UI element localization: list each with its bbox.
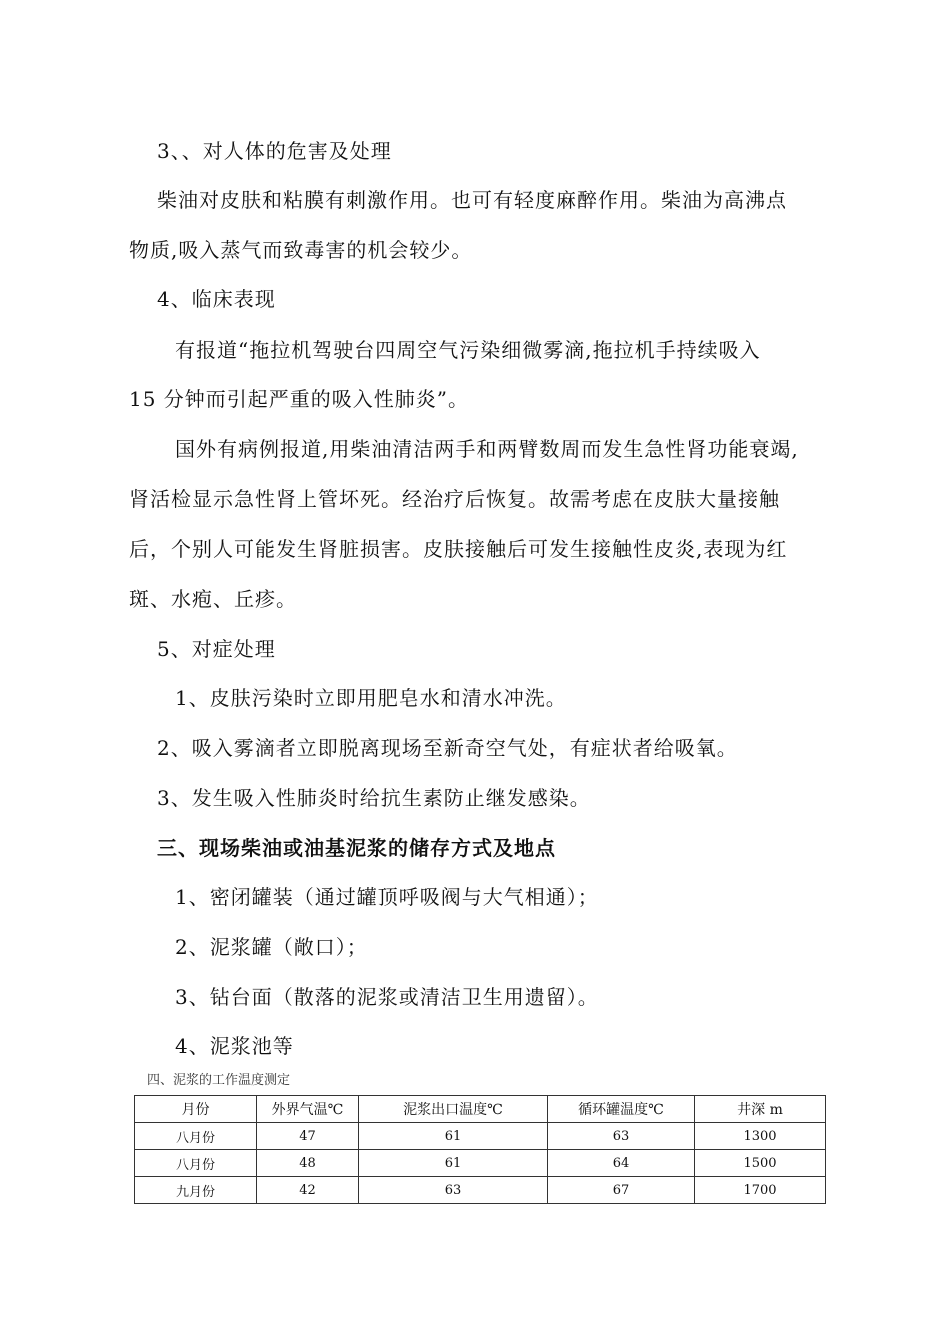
- paragraph-line: 后，个别人可能发生肾脏损害。皮肤接触后可发生接触性皮炎,表现为红: [129, 537, 788, 561]
- table-cell: 1500: [695, 1150, 826, 1177]
- column-header: 外界气温℃: [257, 1096, 359, 1123]
- paragraph-line: 有报道“拖拉机驾驶台四周空气污染细微雾滴,拖拉机手持续吸入: [175, 338, 761, 362]
- paragraph-line: 物质,吸入蒸气而致毒害的机会较少。: [129, 238, 473, 262]
- table-cell: 48: [257, 1150, 359, 1177]
- paragraph-line: 柴油对皮肤和粘膜有刺激作用。也可有轻度麻醉作用。柴油为高沸点: [157, 188, 787, 212]
- list-item: 4、泥浆池等: [175, 1034, 294, 1058]
- table-cell: 61: [359, 1123, 548, 1150]
- paragraph-line: 肾活检显示急性肾上管坏死。经治疗后恢复。故需考虑在皮肤大量接触: [129, 487, 780, 511]
- temperature-table: [134, 1095, 826, 1204]
- table-cell: 八月份: [135, 1123, 257, 1150]
- table-cell: 1700: [695, 1177, 826, 1204]
- list-item: 3、发生吸入性肺炎时给抗生素防止继发感染。: [157, 786, 591, 810]
- paragraph-line: 国外有病例报道,用柴油清洁两手和两臂数周而发生急性肾功能衰竭,: [175, 437, 799, 461]
- list-item: 3、钻台面（散落的泥浆或清洁卫生用遗留）。: [175, 985, 599, 1009]
- table-row: [135, 1123, 826, 1150]
- table-caption: 四、泥浆的工作温度测定: [147, 1073, 291, 1088]
- table-cell: 1300: [695, 1123, 826, 1150]
- table-cell: 八月份: [135, 1150, 257, 1177]
- column-header: 循环罐温度℃: [548, 1096, 695, 1123]
- column-header: 井深 m: [695, 1096, 826, 1123]
- table-cell: 九月份: [135, 1177, 257, 1204]
- heading-clinical-manifestation: 4、临床表现: [157, 287, 276, 311]
- list-item: 2、吸入雾滴者立即脱离现场至新奇空气处，有症状者给吸氧。: [157, 736, 738, 760]
- table-row: [135, 1177, 826, 1204]
- table-header-row: [135, 1096, 826, 1123]
- table-cell: 67: [548, 1177, 695, 1204]
- column-header: 泥浆出口温度℃: [359, 1096, 548, 1123]
- table-cell: 63: [359, 1177, 548, 1204]
- list-item: 1、密闭罐装（通过罐顶呼吸阀与大气相通）；: [175, 885, 599, 909]
- table-cell: 42: [257, 1177, 359, 1204]
- table-cell: 63: [548, 1123, 695, 1150]
- column-header: 月份: [135, 1096, 257, 1123]
- section-heading-storage: 三、现场柴油或油基泥浆的储存方式及地点: [157, 836, 556, 860]
- heading-symptomatic-treatment: 5、对症处理: [157, 637, 276, 661]
- paragraph-line: 斑、水疱、丘疹。: [129, 587, 297, 611]
- table-cell: 47: [257, 1123, 359, 1150]
- heading-harm-to-body: 3、、对人体的危害及处理: [157, 139, 392, 163]
- list-item: 1、皮肤污染时立即用肥皂水和清水冲洗。: [175, 686, 567, 710]
- list-item: 2、泥浆罐（敞口）；: [175, 935, 368, 959]
- table-row: [135, 1150, 826, 1177]
- paragraph-line: 15 分钟而引起严重的吸入性肺炎”。: [129, 387, 470, 411]
- table-cell: 64: [548, 1150, 695, 1177]
- table-cell: 61: [359, 1150, 548, 1177]
